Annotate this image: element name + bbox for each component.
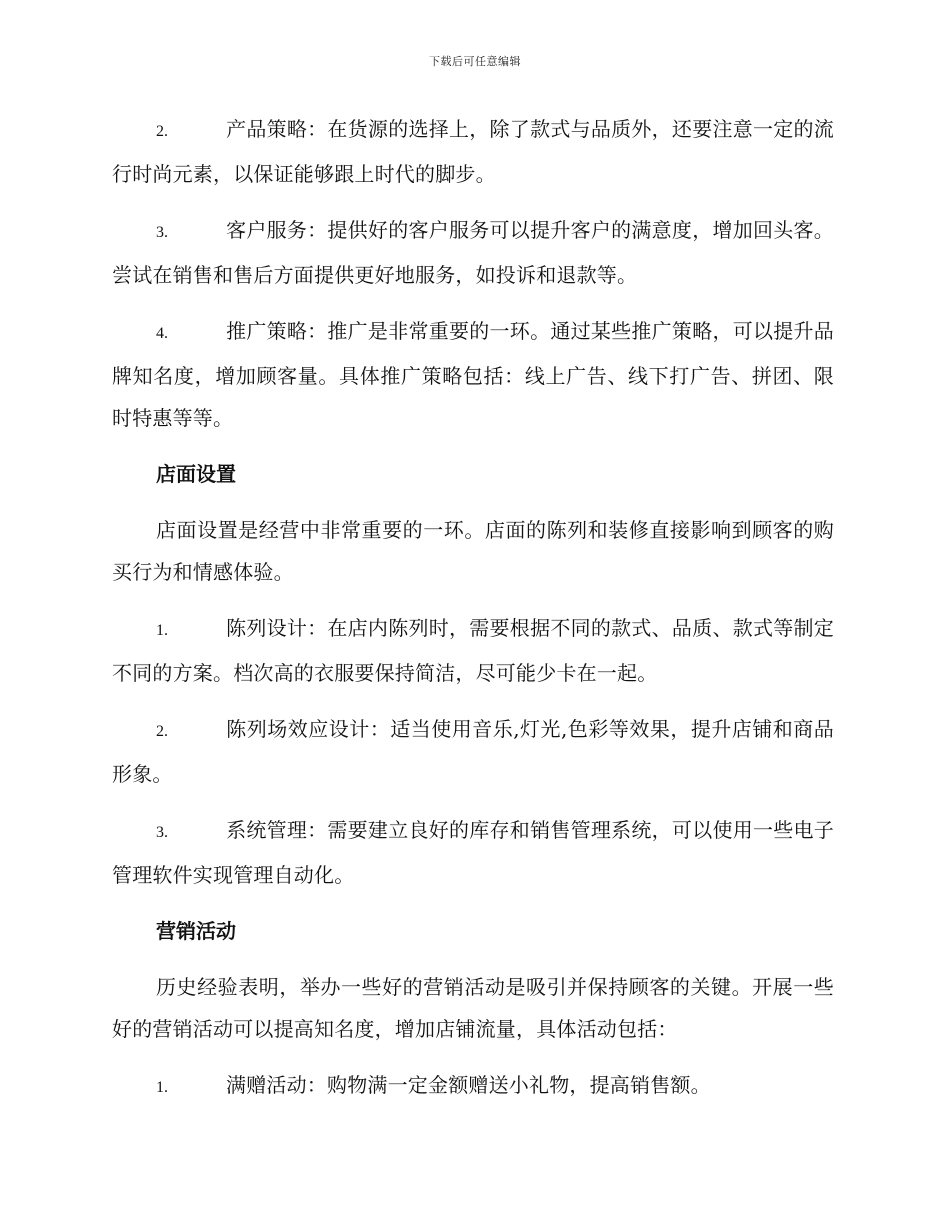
page-header: 下载后可任意编辑 [429,55,521,68]
list-item [112,310,834,439]
list-item [112,1064,834,1109]
document-body [112,108,834,1123]
list-item-number: 3. [156,824,168,841]
list-item-text: 客户服务：提供好的客户服务可以提升客户的满意度，增加回头客。尝试在销售和售后方面提供更好地服务，如投诉和退款等。 [112,218,834,287]
list-item-text: 陈列设计：在店内陈列时，需要根据不同的款式、品质、款式等制定不同的方案。档次高的衣服要保持简洁，尽可能少卡在一起。 [112,616,834,685]
list-item-number: 2. [156,123,168,140]
list-item [112,809,834,896]
section-heading-marketing: 营销活动 [156,919,236,943]
paragraph: 历史经验表明，举办一些好的营销活动是吸引并保持顾客的关键。开展一些好的营销活动可以提高知名度，增加店铺流量，具体活动包括： [112,975,834,1041]
list-item [112,108,834,195]
list-item-text: 满赠活动：购物满一定金额赠送小礼物，提高销售额。 [226,1073,711,1097]
paragraph: 店面设置是经营中非常重要的一环。店面的陈列和装修直接影响到顾客的购买行为和情感体验。 [112,518,834,584]
list-item-number: 2. [156,723,168,740]
section-heading-store-setup: 店面设置 [156,462,236,486]
list-item-text: 系统管理：需要建立良好的库存和销售管理系统，可以使用一些电子管理软件实现管理自动化。 [112,818,834,887]
list-item-number: 3. [156,224,168,241]
list-item-text: 陈列场效应设计：适当使用音乐,灯光,色彩等效果，提升店铺和商品形象。 [112,717,834,786]
list-item [112,708,834,795]
list-item [112,607,834,694]
list-item-number: 1. [156,1079,168,1096]
list-item-text: 产品策略：在货源的选择上，除了款式与品质外，还要注意一定的流行时尚元素，以保证能够跟上时代的脚步。 [112,117,834,186]
list-item-number: 1. [156,622,168,639]
list-item [112,209,834,296]
list-item-number: 4. [156,325,168,342]
list-item-text: 推广策略：推广是非常重要的一环。通过某些推广策略，可以提升品牌知名度，增加顾客量。具体推广策略包括：线上广告、线下打广告、拼团、限时特惠等等。 [112,319,834,430]
